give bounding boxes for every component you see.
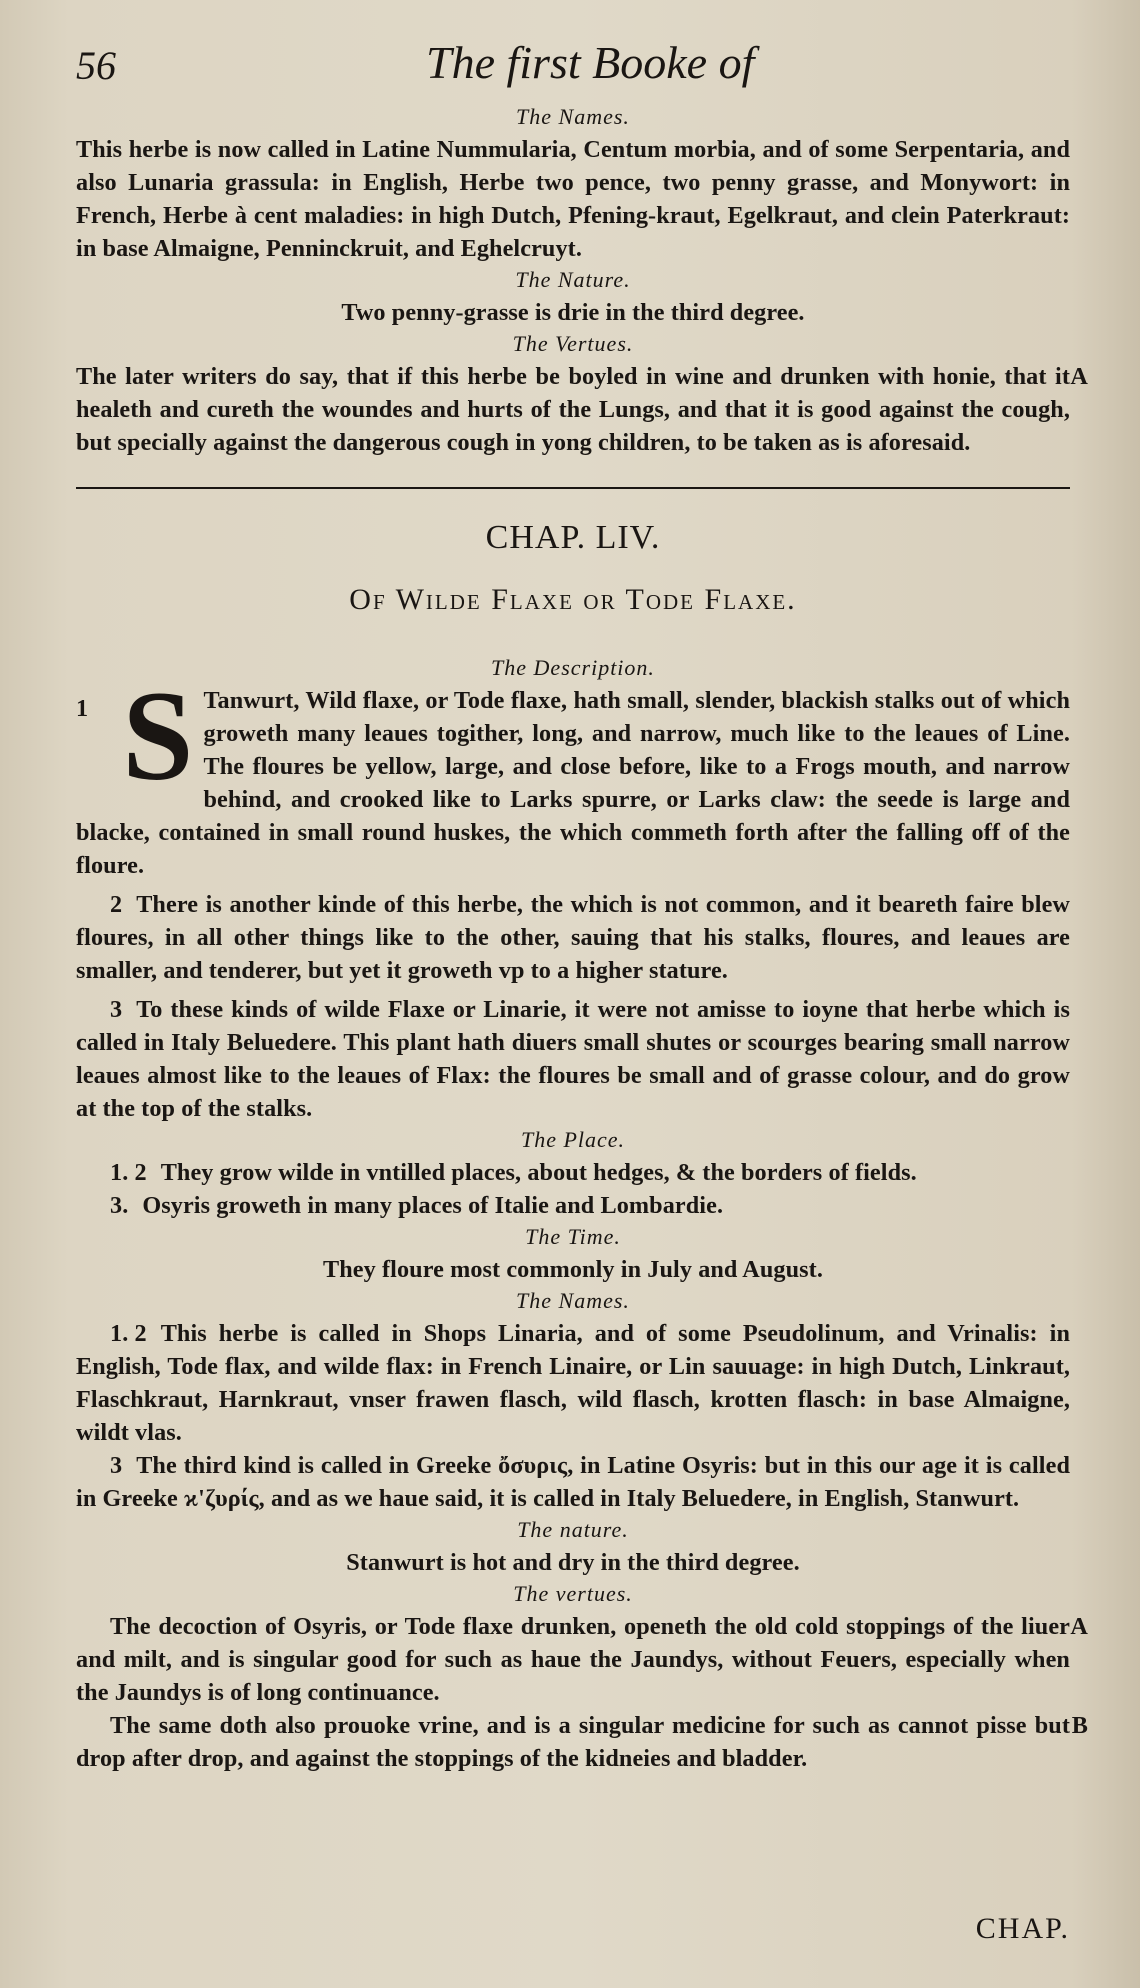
paragraph-number: 3 <box>110 1452 123 1479</box>
place-text-1: They grow wilde in vntilled places, about hedges, & the borders of fields. <box>160 1159 917 1186</box>
names-text-2: The third kind is called in Greeke ὄσυρις, in Latine Osyris: but in this our age it is called in Greeke ϰ'ζυρίς, and as we haue said, it is called in Italy Beluedere, in English, Stanwurt. <box>76 1452 1070 1512</box>
names-heading-2: The Names. <box>516 1288 630 1313</box>
vertues-heading-2: The vertues. <box>513 1581 633 1606</box>
paragraph-number: 3 <box>110 996 123 1023</box>
vertues-heading: The Vertues. <box>512 331 634 356</box>
vertues-paragraph-2 <box>76 1709 1088 1775</box>
margin-letter: A <box>1070 1613 1088 1640</box>
paragraph-number: 1 <box>76 695 89 722</box>
chapter-title: CHAP. LIV. <box>485 519 661 556</box>
description-text-3: To these kinds of wilde Flaxe or Linarie, it were not amisse to ioyne that herbe which is called in Italy Beluedere. This plant hath diuers small shutes or scourges bearing small narrow leaues almost like to the leaues of Flax: the floures be small and of grasse colour, and do grow at the top of the stalks. <box>76 996 1070 1122</box>
place-paragraph-2 <box>76 1189 1070 1222</box>
names-heading: The Names. <box>516 104 630 129</box>
paragraph-number: 2 <box>110 891 123 918</box>
catchword: CHAP. <box>975 1912 1070 1945</box>
place-text-2: Osyris groweth in many places of Italie and Lombardie. <box>142 1192 724 1219</box>
vertues-paragraph <box>76 360 1088 459</box>
description-paragraph-3 <box>76 993 1070 1125</box>
chapter-subtitle: Of Wilde Flaxe or Tode Flaxe. <box>349 583 797 616</box>
names-paragraph-1 <box>76 1317 1070 1449</box>
prev-chapter-end <box>76 104 1088 459</box>
running-head: The first Booke of <box>426 37 755 88</box>
drop-cap: S <box>122 665 194 807</box>
description-paragraph-2 <box>76 888 1070 987</box>
nature-heading-2: The nature. <box>517 1517 629 1542</box>
chapter-divider <box>76 487 1070 489</box>
vertues-text-2: The same doth also prouoke vrine, and is a singular medicine for such as cannot pisse but drop after drop, and against the stoppings of the kidneies and bladder. <box>76 1712 1070 1772</box>
nature-paragraph-2: Stanwurt is hot and dry in the third degree. <box>346 1549 800 1576</box>
nature-paragraph: Two penny-grasse is drie in the third degree. <box>341 299 805 326</box>
margin-letter: B <box>1071 1712 1088 1739</box>
place-paragraph-1 <box>76 1156 1070 1189</box>
margin-letter: A <box>1070 363 1088 390</box>
place-heading: The Place. <box>520 1127 626 1152</box>
time-heading: The Time. <box>525 1224 621 1249</box>
page-number: 56 <box>76 43 116 88</box>
paragraph-number: 1. 2 <box>110 1159 147 1186</box>
time-paragraph: They floure most commonly in July and August. <box>323 1256 823 1283</box>
nature-heading: The Nature. <box>515 267 631 292</box>
names-paragraph-2 <box>76 1449 1070 1515</box>
names-text-1: This herbe is called in Shops Linaria, and of some Pseudolinum, and Vrinalis: in English, Tode flax, and wilde flax: in French Linaire, or Lin sauuage: in high Dutch, Linkraut, Flaschkraut, Harnkraut, vnser frawen flasch, wild flasch, krotten flasch: in base Almaigne, wildt vlas. <box>76 1320 1070 1446</box>
names-paragraph: This herbe is now called in Latine Nummularia, Centum morbia, and of some Serpentaria, and also Lunaria grassula: in English, Herbe two pence, two penny grasse, and Monywort: in French, Herbe à cent maladies: in high Dutch, Pfening-kraut, Egelkraut, and clein Paterkraut: in base Almaigne, Penninckruit, and Eghelcruyt. <box>76 136 1070 262</box>
paragraph-number: 1. 2 <box>110 1320 147 1347</box>
page-header <box>76 36 1070 102</box>
vertues-text-1: The decoction of Osyris, or Tode flaxe drunken, openeth the old cold stoppings of the liuer and milt, and is singular good for such as haue the Jaundys, without Feuers, especially when the Jaundys is of long continuance. <box>76 1613 1070 1706</box>
paragraph-number: 3. <box>110 1192 129 1219</box>
description-heading: The Description. <box>491 655 655 680</box>
vertues-text: The later writers do say, that if this herbe be boyled in wine and drunken with honie, that it healeth and cureth the woundes and hurts of the Lungs, and that it is good against the cough, but specially against the dangerous cough in yong children, to be taken as is aforesaid. <box>76 363 1070 456</box>
description-text-1: Tanwurt, Wild flaxe, or Tode flaxe, hath small, slender, blackish stalks out of which groweth many leaues togither, long, and narrow, much like to the leaues of Line. The floures be yellow, large, and close before, like to a Frogs mouth, and narrow behind, and crooked like to Larks spurre, or Larks claw: the seede is large and blacke, contained in small round huskes, the which commeth forth after the falling off of the floure. <box>76 687 1070 879</box>
vertues-paragraph-1 <box>76 1610 1088 1709</box>
description-text-2: There is another kinde of this herbe, the which is not common, and it beareth faire blew floures, in all other things like to the other, sauing that his stalks, floures, and leaues are smaller, and tenderer, but yet it groweth vp to a higher stature. <box>76 891 1070 984</box>
